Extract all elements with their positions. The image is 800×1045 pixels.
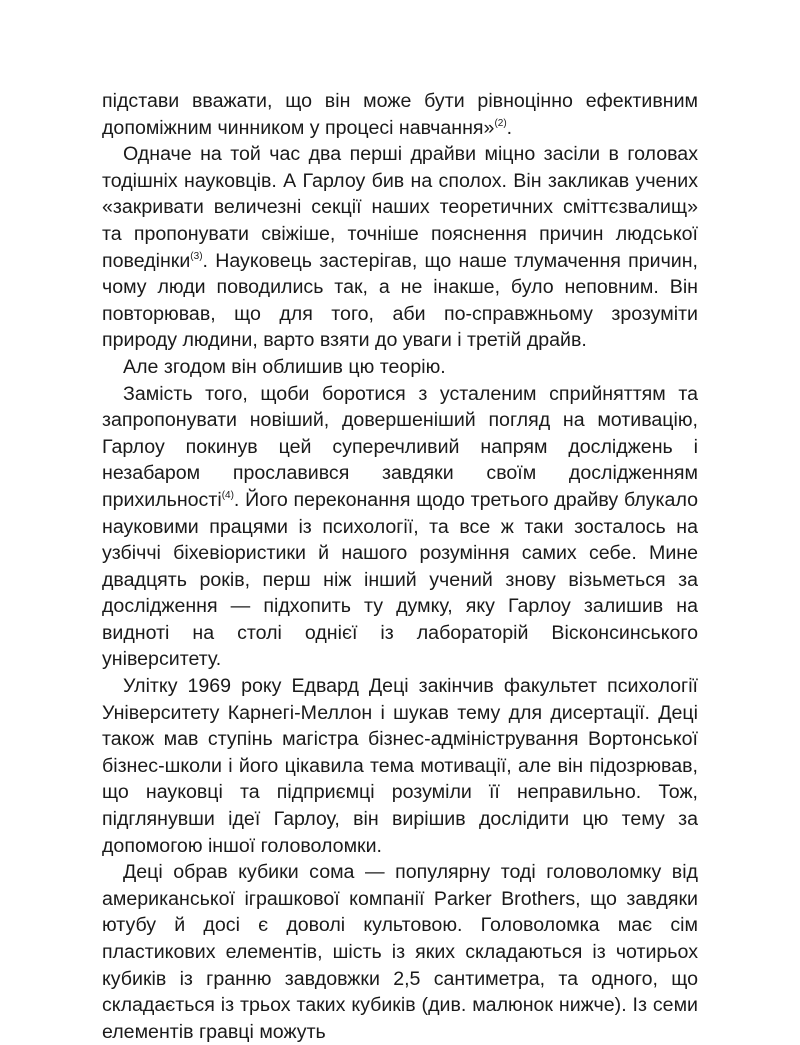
paragraph-3 — [102, 354, 698, 381]
paragraph-text: . — [506, 116, 513, 139]
footnote-ref-2[interactable]: (2) — [494, 117, 507, 129]
paragraph-6 — [102, 859, 698, 1045]
paragraph-text: підстави вважати, що він може бути рівноцінно ефективним допоміжним чинником у процесі навчання» — [102, 90, 698, 139]
paragraph-text: Але згодом він облишив цю теорію. — [123, 355, 446, 378]
footnote-ref-4[interactable]: (4) — [221, 489, 234, 501]
paragraph-text: Одначе на той час два перші драйви міцно засіли в головах тодішніх науковців. А Гарлоу бив на сполох. Він закликав учених «закривати величезні секції наших теоретичних сміттєзвалищ» та пропонувати свіжіше, точніше пояснення причин людської поведінки — [102, 143, 698, 272]
paragraph-text: . Його переконання щодо третього драйву блукало науковими працями із психології, та все ж таки зосталось на узбіччі біхевіористики й нашого розуміння самих себе. Мине двадцять років, перш ніж інший учений знову візьметься за дослідження — підхопить ту думку, яку Гарлоу залишив на видноті на столі однієї із лабораторій Вісконсинського університету. — [102, 488, 698, 671]
paragraph-1 — [102, 88, 698, 141]
paragraph-text: . Науковець застерігав, що наше тлумачення причин, чому люди поводились так, а не інакше, було неповним. Він повторював, що для того, аби по-справжньому зрозуміти природу людини, варто взяти до уваги і третій драйв. — [102, 249, 698, 352]
paragraph-2 — [102, 141, 698, 354]
paragraph-text: Деці обрав кубики сома — популярну тоді головоломку від американської іграшкової компанії Parker Brothers, що завдяки ютубу й досі є доволі культовою. Головоломка має сім пластикових елементів, шість із яких складаються із чотирьох кубиків із гранню завдовжки 2,5 сантиметра, та одного, що складається із трьох таких кубиків (див. малюнок нижче). Із семи елементів гравці можуть — [102, 861, 698, 1043]
book-page-text — [102, 88, 698, 1045]
paragraph-5 — [102, 673, 698, 859]
paragraph-text: Улітку 1969 року Едвард Деці закінчив факультет психології Університету Карнегі-Меллон і шукав тему для дисертації. Деці також мав ступінь магістра бізнес-адміністрування Вортонської бізнес-школи і його цікавила тема мотивації, але він підозрював, що науковці та підприємці розуміли її неправильно. Тож, підглянувши ідеї Гарлоу, він вирішив дослідити цю тему за допомогою іншої головоломки. — [102, 675, 698, 857]
footnote-ref-3[interactable]: (3) — [190, 250, 203, 262]
paragraph-text: Замість того, щоби боротися з усталеним сприйняттям та запропонувати новіший, довершеніший погляд на мотивацію, Гарлоу покинув цей суперечливий напрям досліджень і незабаром прославився завдяки своїм дослідженням прихильності — [102, 382, 698, 511]
paragraph-4 — [102, 381, 698, 674]
